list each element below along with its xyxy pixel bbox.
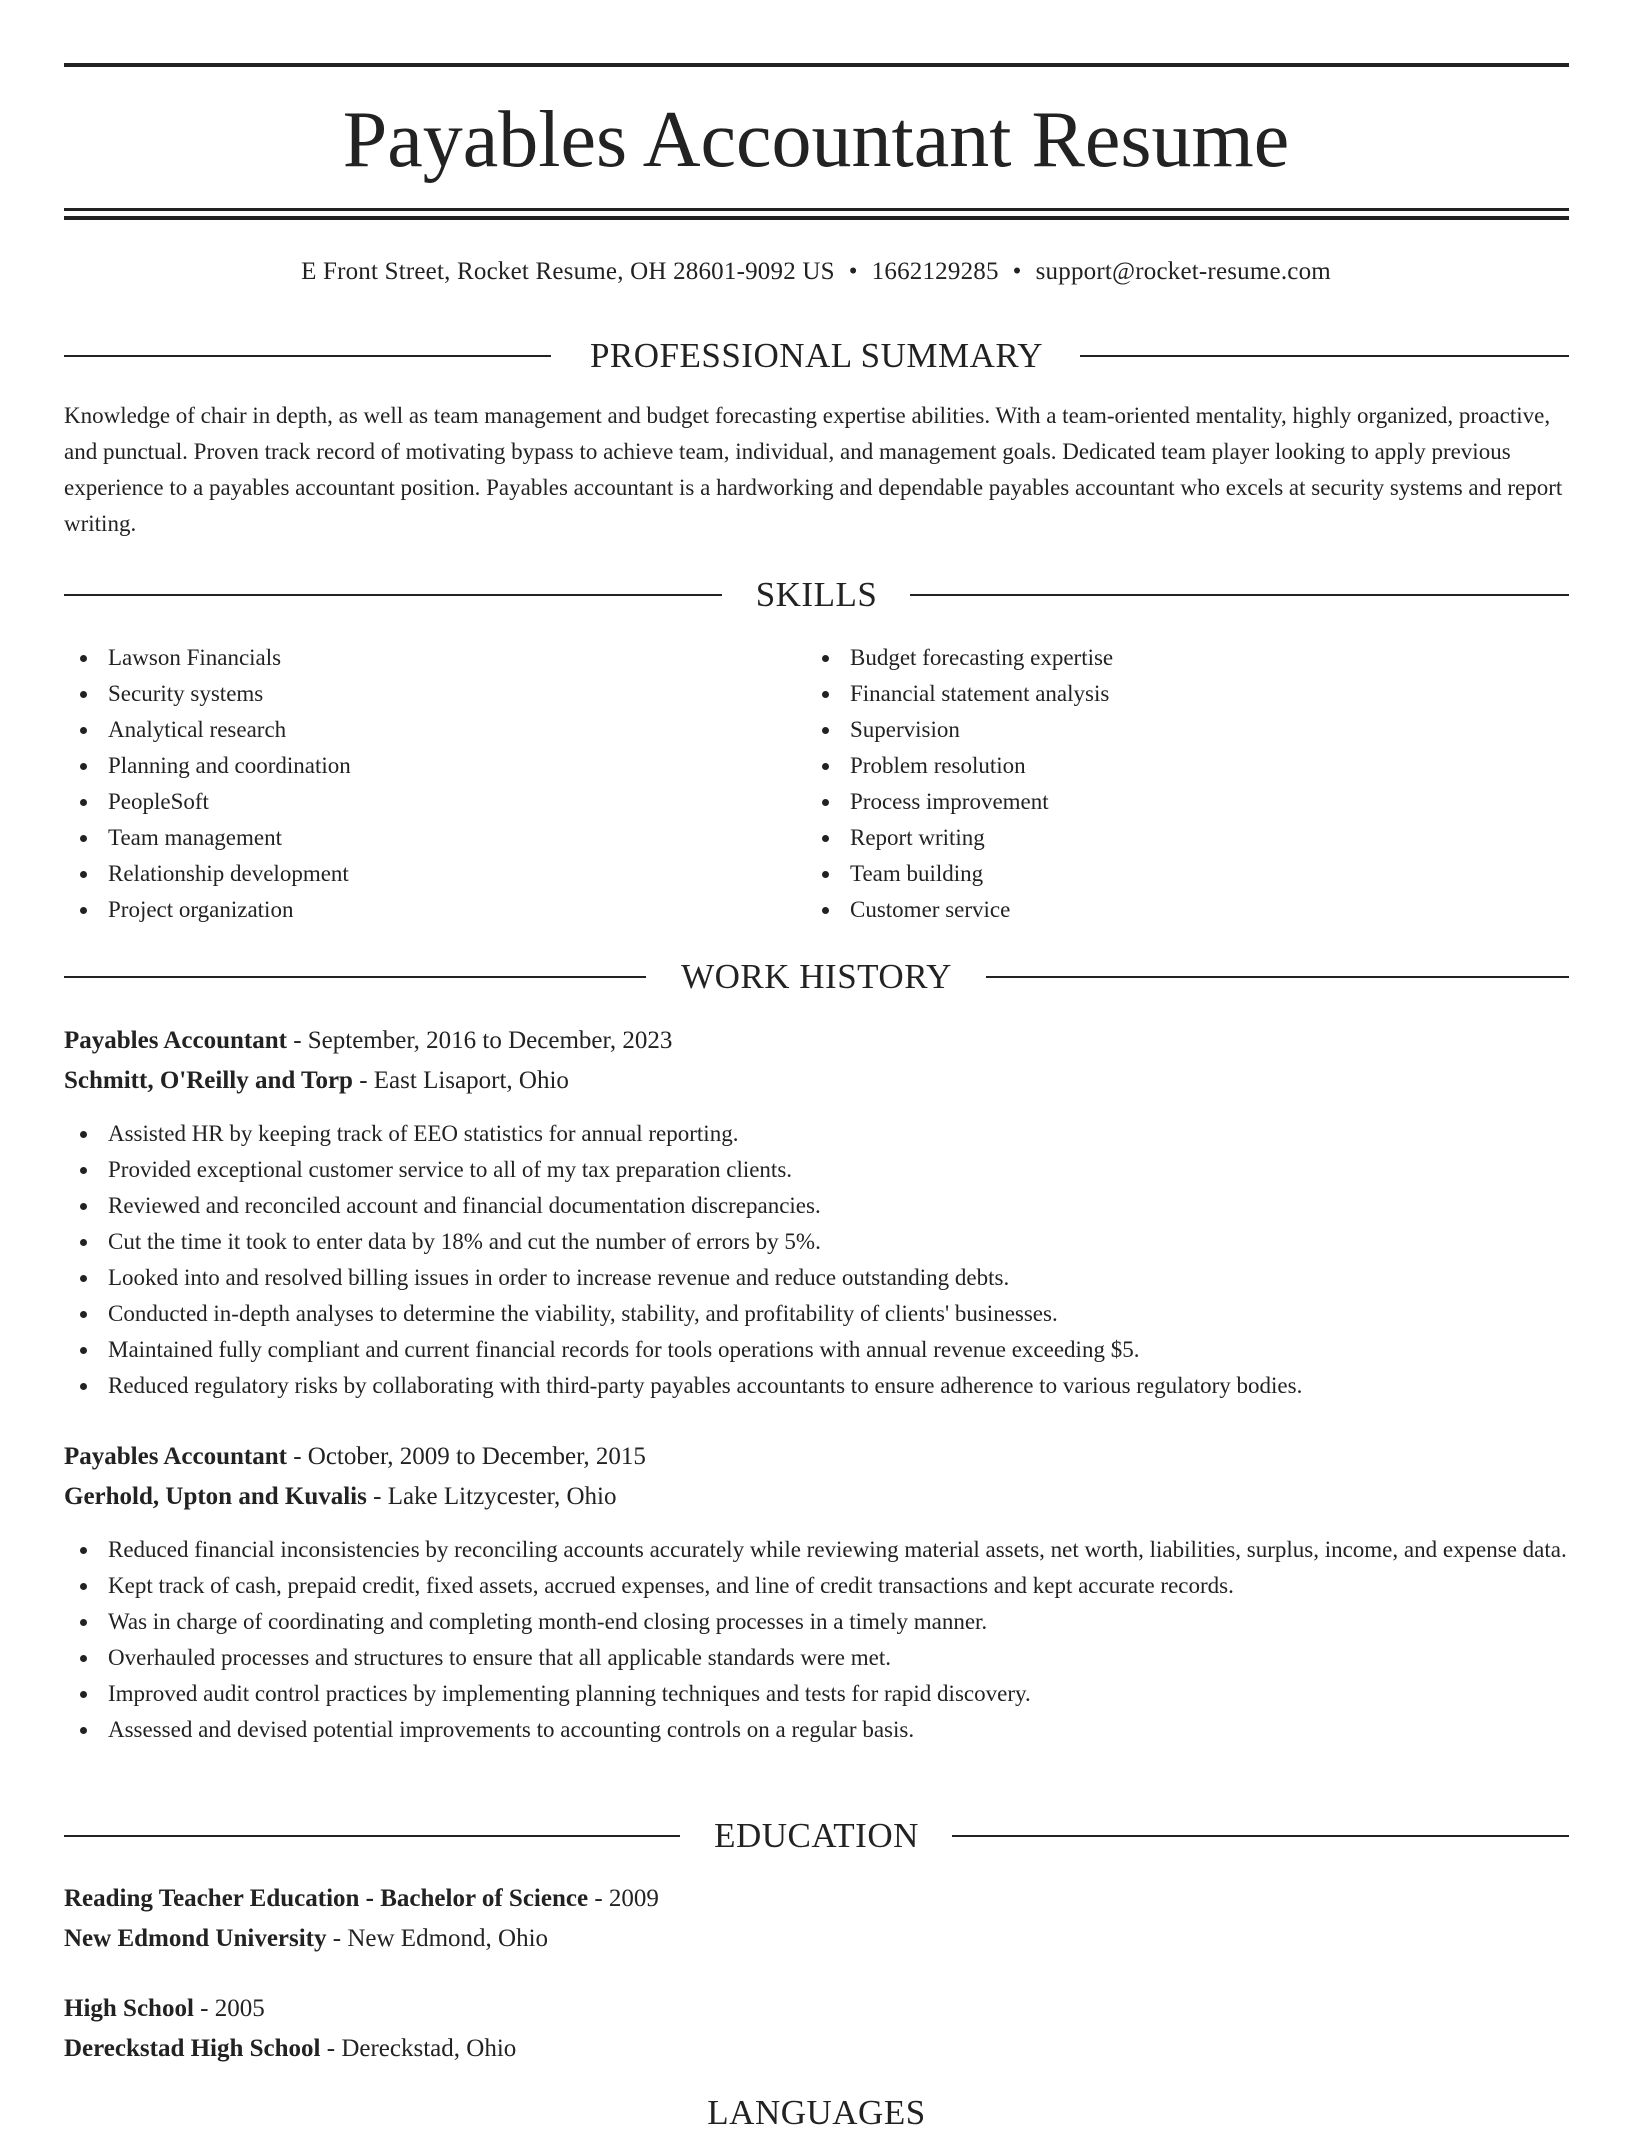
summary-text: Knowledge of chair in depth, as well as team management and budget forecasting expertise abilities. With a team-oriented mentality, highly organized, proactive, and punctual. Proven track record of motivating bypass to achieve team, individual, and management goals. Dedicated team player looking to apply previous experience to a payables accountant position. Payables accountant is a hardworking and dependable payables accountant who excels at security systems and report writing. <box>64 403 1563 536</box>
education-degree-line <box>64 1993 1569 2025</box>
skill-item: Analytical research <box>64 712 764 748</box>
title-rule-upper <box>64 208 1569 211</box>
job-title-line <box>64 1025 1569 1057</box>
contact-email[interactable]: support@rocket-resume.com <box>1035 258 1331 285</box>
section-header-skills <box>64 575 1569 615</box>
skill-item: Lawson Financials <box>64 640 764 676</box>
skill-item: Relationship development <box>64 856 764 892</box>
job-company: Gerhold, Upton and Kuvalis <box>64 1483 367 1510</box>
contact-address: E Front Street, Rocket Resume, OH 28601-9092 US <box>301 258 835 285</box>
job-bullet: Reduced regulatory risks by collaborating with third-party payables accountants to ensure adherence to various regulatory bodies. <box>64 1368 1569 1404</box>
education-degree: Reading Teacher Education - Bachelor of Science <box>64 1885 589 1912</box>
contact-line <box>0 256 1632 288</box>
dash: - <box>320 2035 342 2062</box>
job-bullet: Was in charge of coordinating and completing month-end closing processes in a timely manner. <box>64 1604 1569 1640</box>
dash: - <box>286 1027 308 1054</box>
education-school-line <box>64 2033 1569 2065</box>
skill-item: Project organization <box>64 892 764 928</box>
contact-separator: • <box>1012 258 1022 285</box>
skill-item: Budget forecasting expertise <box>806 640 1506 676</box>
education-school: Dereckstad High School <box>64 2035 321 2062</box>
job-company-line <box>64 1481 1569 1513</box>
top-rule <box>64 63 1569 67</box>
contact-separator: • <box>848 258 858 285</box>
skill-item: PeopleSoft <box>64 784 764 820</box>
job-bullet: Conducted in-depth analyses to determine the viability, stability, and profitability of clients' businesses. <box>64 1296 1569 1332</box>
job-bullets <box>64 1532 1569 1748</box>
section-title-languages: LANGUAGES <box>707 2093 926 2132</box>
job-bullet: Looked into and resolved billing issues in order to increase revenue and reduce outstanding debts. <box>64 1260 1569 1296</box>
dash: - <box>193 1995 215 2022</box>
page-title: Payables Accountant Resume <box>342 96 1290 184</box>
section-rule-right <box>1080 355 1569 357</box>
job-location: East Lisaport, Ohio <box>373 1067 569 1094</box>
skill-item: Process improvement <box>806 784 1506 820</box>
education-degree-line <box>64 1883 1569 1915</box>
section-title-skills: SKILLS <box>755 575 878 614</box>
section-header-summary <box>64 336 1569 376</box>
section-rule-right <box>910 594 1569 596</box>
section-rule-right <box>952 1835 1569 1837</box>
job-bullet: Cut the time it took to enter data by 18% and cut the number of errors by 5%. <box>64 1224 1569 1260</box>
skills-list-right <box>806 640 1506 928</box>
skill-item: Planning and coordination <box>64 748 764 784</box>
job-bullet: Improved audit control practices by implementing planning techniques and tests for rapid discovery. <box>64 1676 1569 1712</box>
education-school: New Edmond University <box>64 1925 327 1952</box>
skill-item: Team management <box>64 820 764 856</box>
job-bullet: Reduced financial inconsistencies by reconciling accounts accurately while reviewing material assets, net worth, liabilities, surplus, income, and expense data. <box>64 1532 1569 1568</box>
job-title: Payables Accountant <box>64 1027 287 1054</box>
title-rule-lower <box>64 216 1569 220</box>
job-bullet: Maintained fully compliant and current financial records for tools operations with annual revenue exceeding $5. <box>64 1332 1569 1368</box>
job-dates: September, 2016 to December, 2023 <box>307 1027 673 1054</box>
job-dates: October, 2009 to December, 2015 <box>307 1443 646 1470</box>
job-company-line <box>64 1065 1569 1097</box>
contact-phone: 1662129285 <box>871 258 999 285</box>
job-title: Payables Accountant <box>64 1443 287 1470</box>
job-bullet: Reviewed and reconciled account and financial documentation discrepancies. <box>64 1188 1569 1224</box>
skill-item: Financial statement analysis <box>806 676 1506 712</box>
skill-item: Team building <box>806 856 1506 892</box>
section-title-summary: PROFESSIONAL SUMMARY <box>589 336 1044 375</box>
dash: - <box>352 1067 374 1094</box>
section-rule-right <box>986 976 1569 978</box>
section-title-work: WORK HISTORY <box>681 957 952 996</box>
skills-list-left <box>64 640 764 928</box>
job-company: Schmitt, O'Reilly and Torp <box>64 1067 353 1094</box>
section-header-languages <box>64 2093 1569 2133</box>
skill-item: Supervision <box>806 712 1506 748</box>
job-bullet: Kept track of cash, prepaid credit, fixed assets, accrued expenses, and line of credit transactions and kept accurate records. <box>64 1568 1569 1604</box>
job-bullet: Assisted HR by keeping track of EEO statistics for annual reporting. <box>64 1116 1569 1152</box>
skill-item: Report writing <box>806 820 1506 856</box>
education-degree: High School <box>64 1995 194 2022</box>
dash: - <box>326 1925 348 1952</box>
education-school-line <box>64 1923 1569 1955</box>
section-header-work <box>64 957 1569 997</box>
section-header-education <box>64 1816 1569 1856</box>
dash: - <box>588 1885 609 1912</box>
education-location: New Edmond, Ohio <box>347 1925 549 1952</box>
skill-item: Customer service <box>806 892 1506 928</box>
education-year: 2009 <box>608 1885 659 1912</box>
section-title-education: EDUCATION <box>714 1816 919 1855</box>
job-location: Lake Litzycester, Ohio <box>387 1483 617 1510</box>
job-bullet: Assessed and devised potential improvements to accounting controls on a regular basis. <box>64 1712 1569 1748</box>
job-bullet: Provided exceptional customer service to all of my tax preparation clients. <box>64 1152 1569 1188</box>
skill-item: Problem resolution <box>806 748 1506 784</box>
dash: - <box>286 1443 308 1470</box>
education-year: 2005 <box>214 1995 265 2022</box>
dash: - <box>366 1483 388 1510</box>
job-bullets <box>64 1116 1569 1404</box>
job-title-line <box>64 1441 1569 1473</box>
education-location: Dereckstad, Ohio <box>341 2035 517 2062</box>
job-bullet: Overhauled processes and structures to ensure that all applicable standards were met. <box>64 1640 1569 1676</box>
skill-item: Security systems <box>64 676 764 712</box>
